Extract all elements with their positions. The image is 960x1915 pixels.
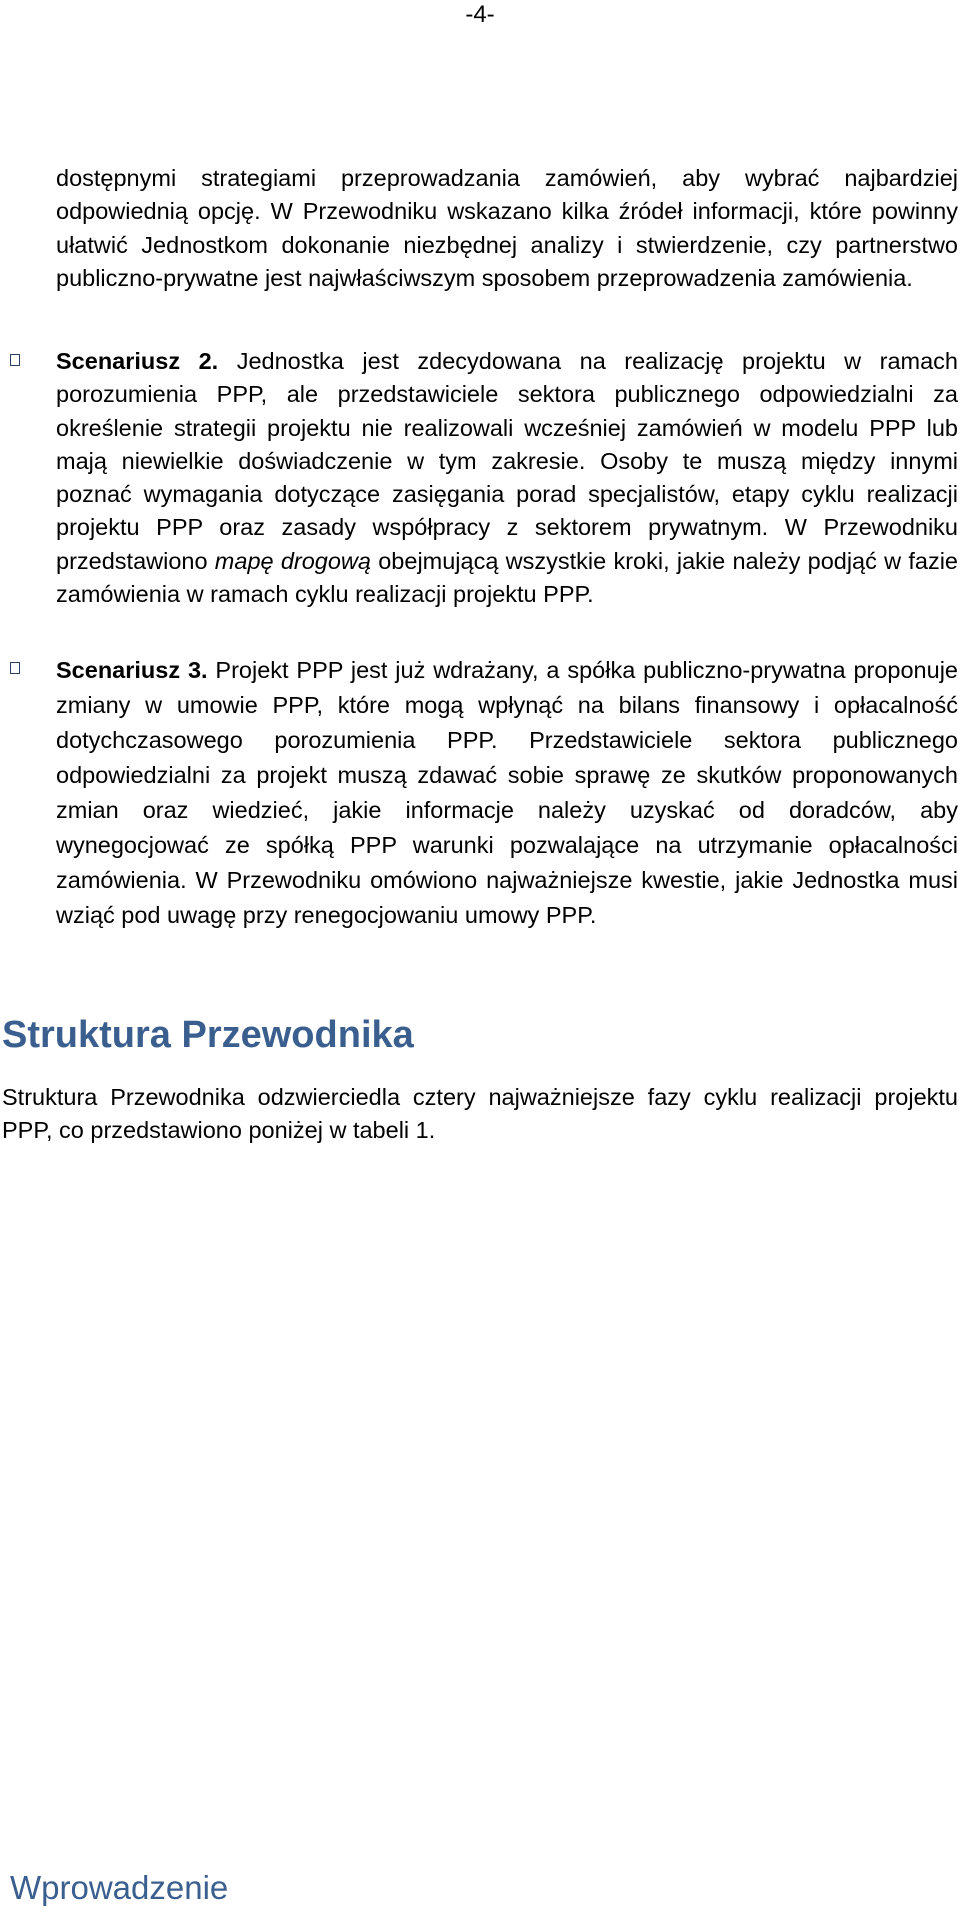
scenario-2-italic: mapę drogową [214, 547, 371, 574]
paragraph-intro: dostępnymi strategiami przeprowadzania zamówień, aby wybrać najbardziej odpowiednią opcję. W Przewodniku wskazano kilka źródeł informacji, które powinny ułatwić Jednostkom dokonanie niezbędnej analizy i stwierdzenie, czy partnerstwo publiczno-prywatne jest najwłaściwszym sposobem przeprowadzenia zamówienia. [56, 165, 958, 291]
scenario-3-label: Scenariusz 3. [56, 657, 208, 683]
scenario-2-text-before: Jednostka jest zdecydowana na realizację projektu w ramach porozumienia PPP, ale przedstawiciele sektora publicznego odpowiedzialni za określenie strategii projektu nie realizowali wcześniej zamówień w modelu PPP lub mają niewielkie doświadczenie w tym zakresie. Osoby te muszą między innymi poznać wymagania dotyczące zasięgania porad specjalistów, etapy cyklu realizacji projektu PPP oraz zasady współpracy z sektorem prywatnym. W Przewodniku przedstawiono [56, 348, 959, 574]
paragraph-structure: Struktura Przewodnika odzwierciedla cztery najważniejsze fazy cyklu realizacji projektu PPP, co przedstawiono poniżej w tabeli 1. [2, 1084, 958, 1144]
scenario-2-text-after: obejmującą wszystkie kroki, jakie należy podjąć w fazie zamówienia w ramach cyklu realizacji projektu PPP. [56, 547, 958, 608]
hollow-square-bullet-icon [10, 354, 20, 366]
scenario-3-paragraph [56, 653, 958, 933]
page-number: -4- [465, 1, 495, 28]
footer-section-title: Wprowadzenie [10, 1869, 229, 1906]
scenario-3-text: Projekt PPP jest już wdrażany, a spółka publiczno-prywatna proponuje zmiany w umowie PPP, które mogą wpłynąć na bilans finansowy i opłacalność dotychczasowego porozumienia PPP. Przedstawiciele sektora publicznego odpowiedzialni za projekt muszą zdawać sobie sprawę ze skutków proponowanych zmian oraz wiedzieć, jakie informacje należy uzyskać od doradców, aby wynegocjować ze spółką PPP warunki pozwalające na utrzymanie opłacalności zamówienia. W Przewodniku omówiono najważniejsze kwestie, jakie Jednostka musi wziąć pod uwagę przy renegocjowaniu umowy PPP. [56, 657, 958, 928]
scenario-2-label: Scenariusz 2. [56, 348, 219, 374]
scenario-2-paragraph [56, 345, 958, 611]
hollow-square-bullet-icon [10, 662, 20, 674]
section-heading: Struktura Przewodnika [2, 1014, 414, 1056]
